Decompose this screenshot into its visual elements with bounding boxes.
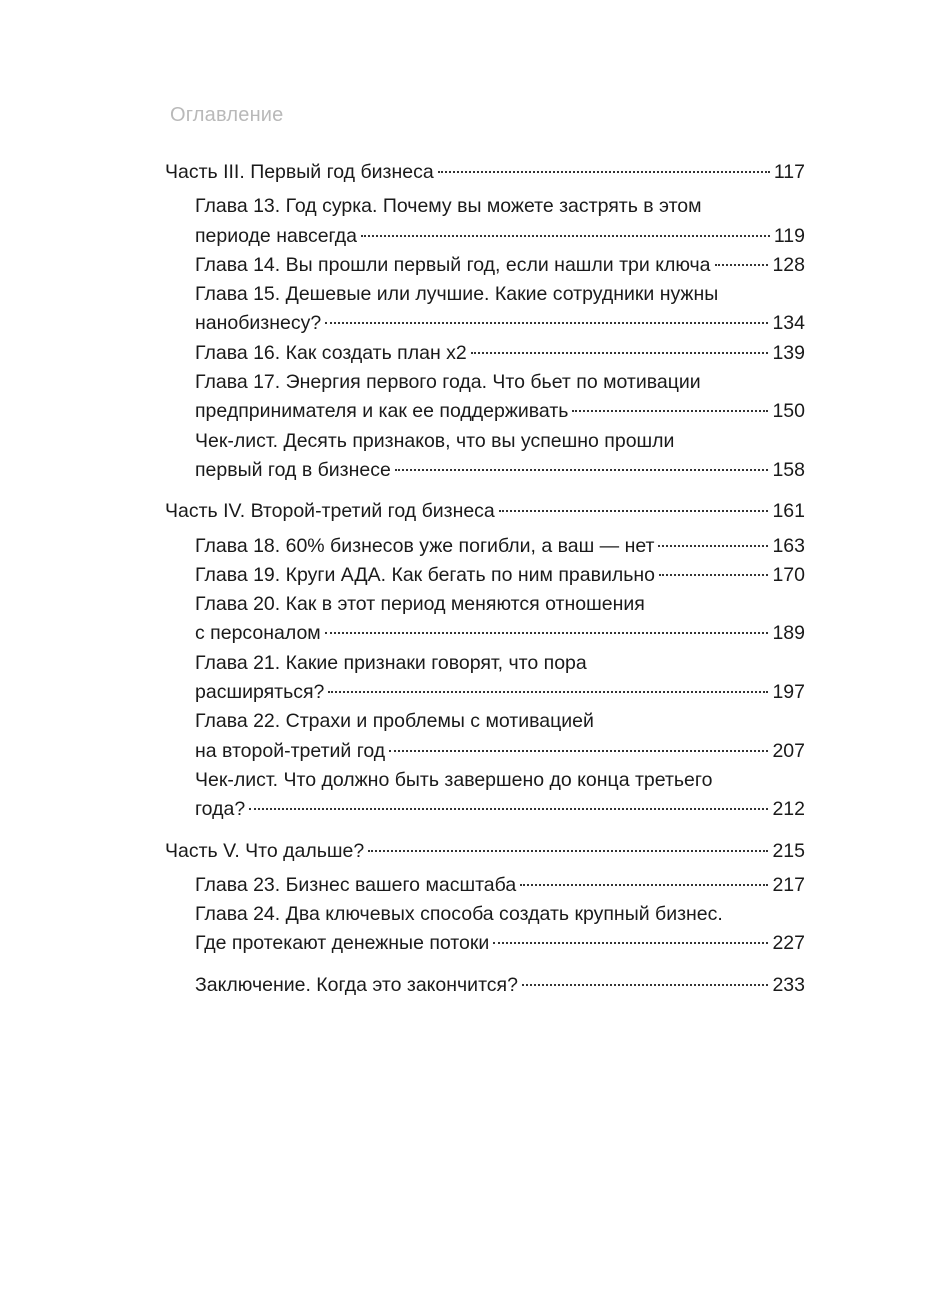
toc-entry-title: Глава 21. Какие признаки говорят, что пора (195, 651, 587, 674)
dot-leader (493, 942, 768, 944)
toc-entry-title: Заключение. Когда это закончится? (195, 973, 518, 996)
toc-part-4[interactable] (165, 497, 805, 526)
toc-page-number: 227 (772, 932, 805, 955)
toc-entry-title-cont: с персоналом (195, 622, 321, 645)
dot-leader (325, 632, 769, 634)
toc-entry-title: Глава 17. Энергия первого года. Что бьет по мотивации (195, 371, 701, 394)
toc-page-number: 217 (772, 873, 805, 896)
toc-page-number: 119 (773, 224, 805, 247)
toc-entry-title-cont: предпринимателя и как ее поддерживать (195, 400, 569, 423)
toc-entry-title-cont: расширяться? (195, 681, 325, 704)
toc-chapter-21[interactable] (165, 649, 805, 708)
toc-page-number: 128 (772, 253, 805, 276)
toc-chapter-19[interactable] (195, 561, 805, 590)
dot-leader (499, 510, 769, 512)
toc-chapter-20[interactable] (165, 590, 805, 649)
toc-page-number: 134 (772, 312, 805, 335)
toc-entry-title-cont: Где протекают денежные потоки (195, 932, 490, 955)
toc-chapter-16[interactable] (195, 339, 805, 368)
toc-part-5[interactable] (165, 837, 805, 866)
toc-entry-title-cont: периоде навсегда (195, 224, 358, 247)
dot-leader (659, 574, 768, 576)
toc-page-number: 233 (772, 973, 805, 996)
toc-entry-title: Глава 23. Бизнес вашего масштаба (195, 873, 517, 896)
toc-entry-title: Глава 15. Дешевые или лучшие. Какие сотрудники нужны (195, 283, 719, 306)
table-of-contents (165, 158, 805, 1000)
toc-chapter-24[interactable] (165, 900, 805, 959)
toc-page-number: 163 (772, 534, 805, 557)
dot-leader (368, 850, 768, 852)
dot-leader (438, 171, 770, 173)
toc-page-number: 139 (772, 341, 805, 364)
toc-page-number: 150 (772, 400, 805, 423)
toc-entry-title: Глава 24. Два ключевых способа создать крупный бизнес. (195, 903, 723, 926)
dot-leader (715, 264, 769, 266)
dot-leader (249, 808, 768, 810)
dot-leader (328, 691, 768, 693)
toc-entry-title-cont: года? (195, 798, 246, 821)
toc-part-3[interactable] (165, 158, 805, 187)
toc-page-number: 117 (773, 161, 805, 183)
toc-entry-title: Часть IV. Второй-третий год бизнеса (165, 500, 495, 523)
toc-entry-title-cont: нанобизнесу? (195, 312, 322, 335)
dot-leader (520, 884, 768, 886)
toc-entry-title: Глава 14. Вы прошли первый год, если нашли три ключа (195, 253, 711, 276)
toc-page-number: 215 (772, 839, 805, 862)
dot-leader (572, 410, 768, 412)
toc-chapter-22[interactable] (165, 707, 805, 766)
toc-page-number: 212 (772, 798, 805, 821)
toc-entry-title: Глава 20. Как в этот период меняются отношения (195, 593, 645, 616)
toc-entry-title: Глава 16. Как создать план x2 (195, 341, 467, 364)
toc-entry-title-cont: первый год в бизнесе (195, 458, 391, 481)
dot-leader (658, 545, 768, 547)
toc-chapter-17[interactable] (165, 368, 805, 427)
toc-chapter-14[interactable] (195, 251, 805, 280)
toc-entry-title: Часть III. Первый год бизнеса (165, 161, 434, 183)
toc-chapter-23[interactable] (195, 871, 805, 900)
toc-entry-title: Часть V. Что дальше? (165, 839, 365, 862)
toc-entry-title: Глава 18. 60% бизнесов уже погибли, а ваш — нет (195, 534, 655, 557)
toc-entry-title: Чек-лист. Десять признаков, что вы успешно прошли (195, 429, 675, 452)
toc-page-number: 207 (772, 739, 805, 762)
toc-page-number: 189 (772, 622, 805, 645)
dot-leader (395, 469, 769, 471)
toc-conclusion[interactable] (195, 971, 805, 1000)
toc-entry-title-cont: на второй-третий год (195, 739, 386, 762)
toc-chapter-13[interactable] (165, 192, 805, 251)
dot-leader (471, 352, 769, 354)
toc-page-number: 170 (772, 563, 805, 586)
toc-chapter-15[interactable] (165, 280, 805, 339)
dot-leader (361, 235, 770, 237)
toc-checklist-1[interactable] (165, 427, 805, 486)
toc-page-number: 161 (772, 500, 805, 523)
page-header: Оглавление (170, 104, 284, 126)
toc-entry-title: Глава 13. Год сурка. Почему вы можете застрять в этом (195, 195, 702, 218)
toc-page-number: 158 (772, 458, 805, 481)
dot-leader (522, 984, 769, 986)
toc-entry-title: Глава 22. Страхи и проблемы с мотивацией (195, 710, 594, 733)
dot-leader (389, 750, 768, 752)
toc-page-number: 197 (772, 681, 805, 704)
toc-chapter-18[interactable] (195, 532, 805, 561)
toc-entry-title: Чек-лист. Что должно быть завершено до конца третьего (195, 768, 713, 791)
toc-entry-title: Глава 19. Круги АДА. Как бегать по ним правильно (195, 563, 655, 586)
toc-checklist-2[interactable] (165, 766, 805, 825)
dot-leader (325, 322, 768, 324)
